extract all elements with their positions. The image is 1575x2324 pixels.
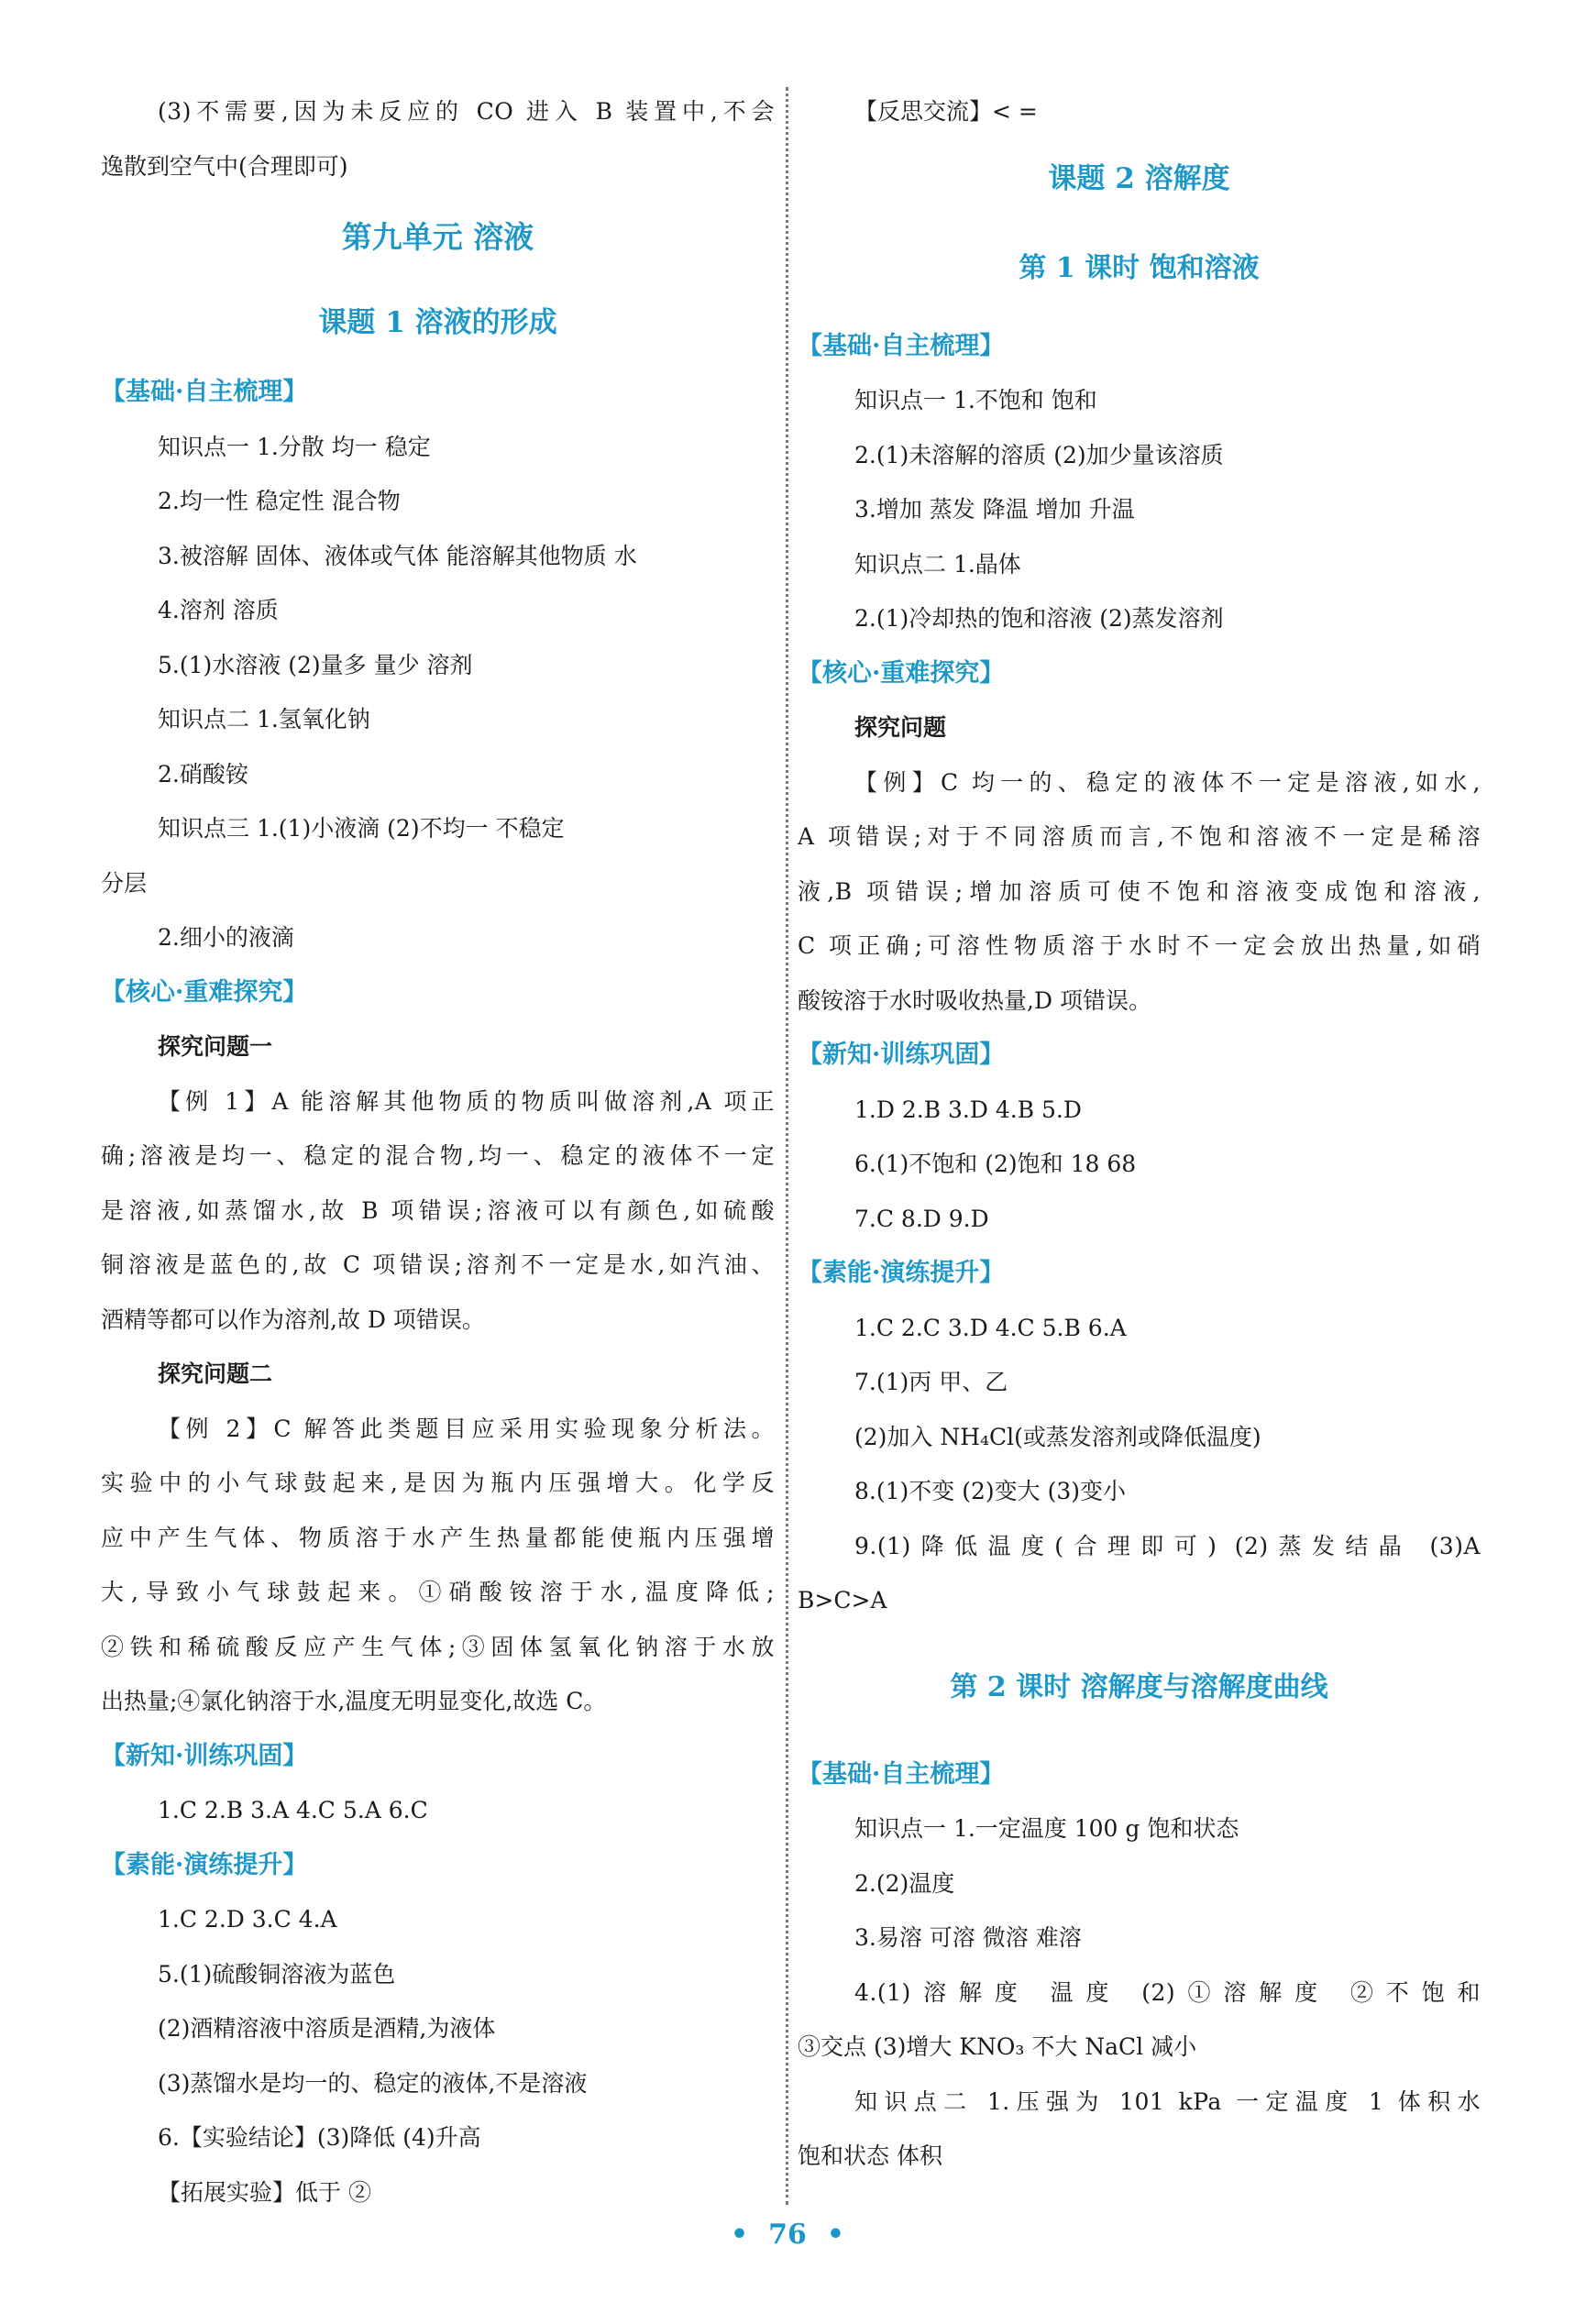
example-line: 铜溶液是蓝色的,故 C 项错误;溶剂不一定是水,如汽油、: [101, 1251, 775, 1278]
answer-line: 5.(1)水溶液 (2)量多 量少 溶剂: [158, 651, 473, 678]
example-line: 出热量;④氯化钠溶于水,温度无明显变化,故选 C。: [101, 1688, 607, 1714]
answer-line: 知识点二 1.压强为 101 kPa 一定温度 1 体积水: [854, 2087, 1481, 2115]
answer-line: 2.(1)未溶解的溶质 (2)加少量该溶质: [854, 441, 1224, 468]
answer-line: 知识点三 1.(1)小液滴 (2)不均一 不稳定: [158, 815, 565, 842]
section-heading-core: 【核心·重难探究】: [101, 977, 308, 1007]
answer-line: 分层: [101, 869, 148, 897]
example-line: 大,导致小气球鼓起来。①硝酸铵溶于水,温度降低;: [101, 1579, 775, 1605]
example-line: 确;溶液是均一、稳定的混合物,均一、稳定的液体不一定: [101, 1142, 775, 1169]
answer-line: 8.(1)不变 (2)变大 (3)变小: [854, 1478, 1126, 1504]
answer-line: 2.(1)冷却热的饱和溶液 (2)蒸发溶剂: [854, 605, 1224, 632]
answer-line: 1.D 2.B 3.D 4.B 5.D: [854, 1096, 1082, 1123]
example-line: 液,B 项错误;增加溶质可使不饱和溶液变成饱和溶液,: [798, 877, 1481, 905]
period-title: 第 1 课时 饱和溶液: [1019, 251, 1260, 284]
answer-line: 7.C 8.D 9.D: [854, 1205, 989, 1232]
answer-line: 知识点二 1.晶体: [854, 550, 1021, 578]
example-line: C 项正确;可溶性物质溶于水时不一定会放出热量,如硝: [798, 932, 1481, 959]
answer-line: 【拓展实验】低于 ②: [158, 2178, 371, 2206]
answer-line: 饱和状态 体积: [798, 2142, 942, 2169]
answer-line: 1.C 2.B 3.A 4.C 5.A 6.C: [158, 1797, 428, 1823]
answer-line: 3.增加 蒸发 降温 增加 升温: [854, 496, 1135, 523]
answer-line: 1.C 2.D 3.C 4.A: [158, 1906, 337, 1933]
answer-line: 6.(1)不饱和 (2)饱和 18 68: [854, 1151, 1137, 1177]
page-number-value: 76: [768, 2219, 807, 2251]
period-title: 第 2 课时 溶解度与溶解度曲线: [950, 1670, 1328, 1703]
answer-line: 4.(1)溶解度 温度 (2)①溶解度 ②不饱和: [854, 1978, 1481, 2006]
example-line: 酸铵溶于水时吸收热量,D 项错误。: [798, 986, 1151, 1014]
problem-heading: 探究问题一: [158, 1033, 273, 1060]
example-line: 【例 1】A 能溶解其他物质的物质叫做溶剂,A 项正: [158, 1087, 775, 1115]
dot-icon: •: [826, 2219, 845, 2251]
answer-line: 5.(1)硫酸铜溶液为蓝色: [158, 1960, 396, 1988]
example-line: 应中产生气体、物质溶于水产生热量都能使瓶内压强增: [101, 1524, 775, 1551]
example-line: 【例】C 均一的、稳定的液体不一定是溶液,如水,: [854, 768, 1481, 796]
answer-line: 9.(1)降低温度(合理即可) (2)蒸发结晶 (3)A: [854, 1532, 1481, 1559]
left-column: [101, 84, 775, 2219]
problem-heading: 探究问题二: [158, 1360, 273, 1387]
answer-line: 知识点一 1.不饱和 饱和: [854, 387, 1097, 413]
answer-line: 6.【实验结论】(3)降低 (4)升高: [158, 2124, 481, 2151]
example-line: 实验中的小气球鼓起来,是因为瓶内压强增大。化学反: [101, 1470, 775, 1496]
example-line: ②铁和稀硫酸反应产生气体;③固体氢氧化钠溶于水放: [101, 1633, 775, 1660]
lesson-title: 课题 2 溶解度: [1048, 161, 1230, 195]
answer-line: ③交点 (3)增大 KNO₃ 不大 NaCl 减小: [798, 2033, 1197, 2060]
answer-line: B>C>A: [798, 1587, 887, 1614]
section-heading-core: 【核心·重难探究】: [798, 658, 1005, 688]
answer-line: 知识点二 1.氢氧化钠: [158, 706, 370, 732]
section-heading-new: 【新知·训练巩固】: [101, 1741, 308, 1770]
answer-line: (2)加入 NH₄Cl(或蒸发溶剂或降低温度): [854, 1423, 1261, 1450]
dot-icon: •: [730, 2219, 749, 2251]
answer-line: (2)酒精溶液中溶质是酒精,为液体: [158, 2015, 496, 2042]
answer-line: 2.(2)温度: [854, 1869, 955, 1897]
example-line: 是溶液,如蒸馏水,故 B 项错误;溶液可以有颜色,如硫酸: [101, 1196, 775, 1224]
answer-line: 1.C 2.C 3.D 4.C 5.B 6.A: [854, 1314, 1127, 1341]
problem-heading: 探究问题: [854, 714, 947, 741]
text-line: 逸散到空气中(合理即可): [101, 152, 348, 180]
answer-line: 2.细小的液滴: [158, 924, 294, 951]
answer-line: 知识点一 1.一定温度 100 g 饱和状态: [854, 1815, 1239, 1842]
lesson-title: 课题 1 溶液的形成: [318, 306, 557, 339]
section-heading-new: 【新知·训练巩固】: [798, 1041, 1005, 1069]
example-line: 【例 2】C 解答此类题目应采用实验现象分析法。: [158, 1415, 775, 1442]
section-heading-ability: 【素能·演练提升】: [798, 1259, 1005, 1287]
column-divider: [786, 87, 788, 2205]
answer-line: 3.被溶解 固体、液体或气体 能溶解其他物质 水: [158, 542, 637, 569]
section-heading-ability: 【素能·演练提升】: [101, 1850, 308, 1879]
answer-line: 4.溶剂 溶质: [158, 597, 279, 623]
page-number: [0, 2219, 1575, 2251]
right-column: [798, 84, 1481, 2184]
example-line: 酒精等都可以作为溶剂,故 D 项错误。: [101, 1305, 485, 1333]
answer-line: 2.均一性 稳定性 混合物: [158, 488, 401, 514]
section-heading-basic: 【基础·自主梳理】: [798, 1759, 1005, 1789]
answer-line: 知识点一 1.分散 均一 稳定: [158, 433, 431, 460]
unit-title: 第九单元 溶液: [341, 219, 534, 255]
section-heading-basic: 【基础·自主梳理】: [798, 331, 1005, 360]
answer-line: 2.硝酸铵: [158, 760, 248, 788]
answer-line: 3.易溶 可溶 微溶 难溶: [854, 1924, 1082, 1951]
answer-line: 【反思交流】< =: [854, 98, 1038, 125]
answer-line: 7.(1)丙 甲、乙: [854, 1369, 1008, 1395]
example-line: A 项错误;对于不同溶质而言,不饱和溶液不一定是稀溶: [798, 823, 1481, 850]
answer-line: (3)蒸馏水是均一的、稳定的液体,不是溶液: [158, 2069, 588, 2097]
text-line: (3)不需要,因为未反应的 CO 进入 B 装置中,不会: [158, 98, 775, 125]
section-heading-basic: 【基础·自主梳理】: [101, 378, 308, 406]
